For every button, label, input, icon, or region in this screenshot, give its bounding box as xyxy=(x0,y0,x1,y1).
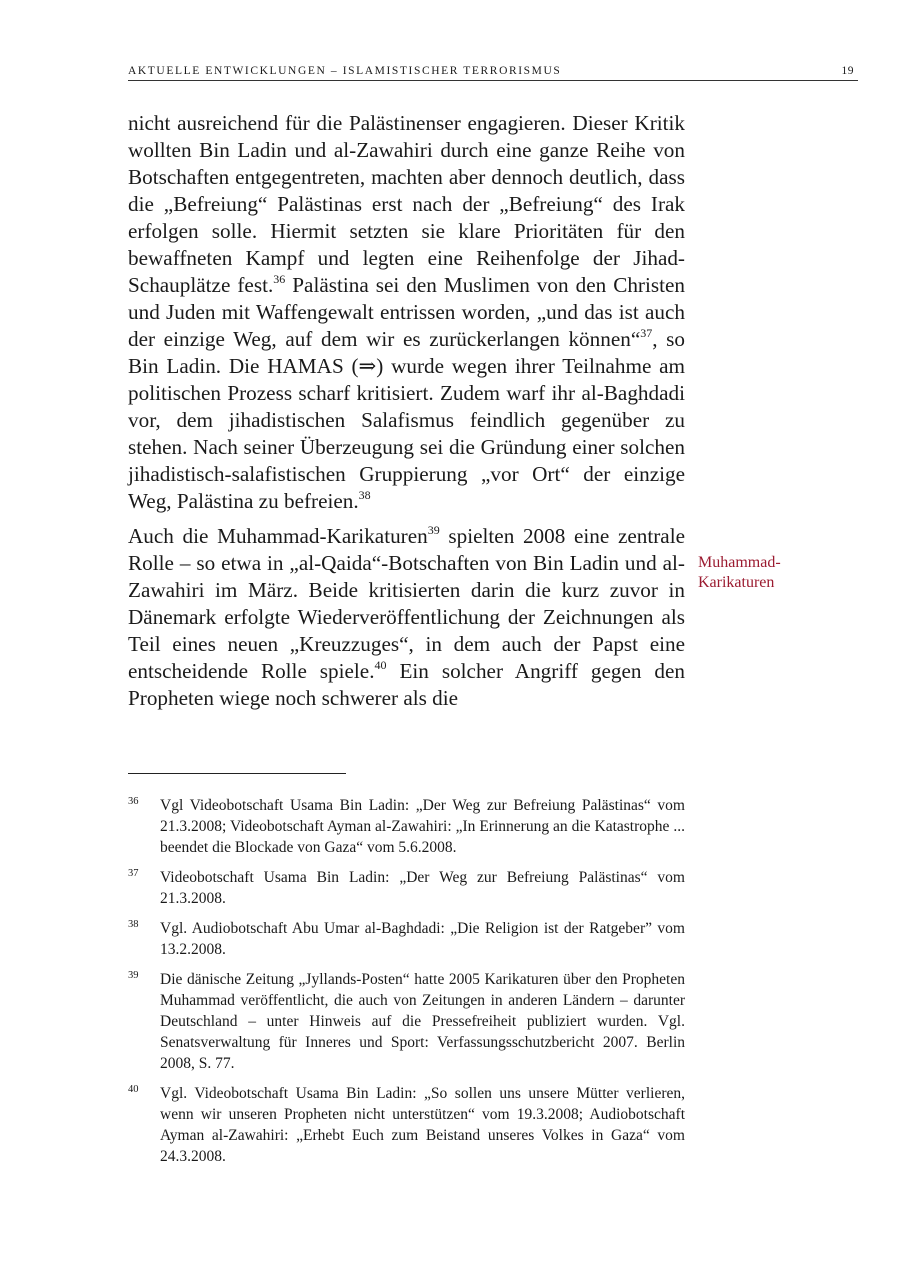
footnote-ref-37[interactable]: 37 xyxy=(640,326,653,340)
margin-note xyxy=(698,553,808,593)
page-number: 19 xyxy=(841,65,854,77)
footnote-number: 37 xyxy=(128,868,139,879)
footnote-ref-36[interactable]: 36 xyxy=(273,272,286,286)
footnote-text: Vgl Videobotschaft Usama Bin Ladin: „Der Weg zur Befreiung Palästinas“ vom 21.3.2008; Videobotschaft Ayman al-Zawahiri: „In Erinnerung an die Katastrophe ... beendet die Blockade von Gaza“ vom 5.6.2008. xyxy=(160,797,685,856)
paragraph-text: spielten 2008 eine zentrale Rolle – so etwa in „al-Qaida“-Botschaften von Bin Ladin und al-Zawahiri im März. Beide kritisierten darin die kurz zuvor in Dänemark erfolgte Wiederveröffentlichung der Zeichnungen als Teil eines neuen „Kreuzzuges“, in dem auch der Papst eine entscheidende Rolle spiele. xyxy=(128,524,685,683)
footnote-number: 36 xyxy=(128,796,139,807)
footnote-number: 38 xyxy=(128,919,139,930)
footnote-text: Vgl. Videobotschaft Usama Bin Ladin: „So sollen uns unsere Mütter verlieren, wenn wir unseren Propheten nicht unterstützen“ vom 19.3.2008; Audiobotschaft Ayman al-Zawahiri: „Erhebt Euch zum Beistand unseres Volkes in Gaza“ vom 24.3.2008. xyxy=(160,1085,685,1165)
body-paragraph-2 xyxy=(128,523,685,712)
footnote-number: 39 xyxy=(128,970,139,981)
running-header xyxy=(128,64,858,81)
footnote-number: 40 xyxy=(128,1084,139,1095)
running-header-title: AKTUELLE ENTWICKLUNGEN – ISLAMISTISCHER TERRORISMUS xyxy=(128,65,562,77)
footnote-ref-39[interactable]: 39 xyxy=(427,523,440,537)
footnote-ref-40[interactable]: 40 xyxy=(374,658,387,672)
footnote xyxy=(128,969,685,1074)
paragraph-text: , so Bin Ladin. Die HAMAS (⇒) wurde wegen ihrer Teilnahme am politischen Prozess scharf kritisiert. Zudem warf ihr al-Baghdadi vor, dem jihadistischen Salafismus feindlich gegenüber zu stehen. Nach seiner Überzeugung sei die Gründung einer solchen jihadistisch-salafistischen Gruppierung „vor Ort“ der einzige Weg, Palästina zu befreien. xyxy=(128,327,685,513)
paragraph-text: Ein solcher Angriff gegen den Propheten wiege noch schwerer als die xyxy=(128,659,685,710)
footnote-ref-38[interactable]: 38 xyxy=(358,488,371,502)
paragraph-text: nicht ausreichend für die Palästinenser engagieren. Dieser Kritik wollten Bin Ladin und al-Zawahiri durch eine ganze Reihe von Botschaften entgegentreten, machten aber dennoch deutlich, dass die „Befreiung“ Palästinas erst nach der „Befreiung“ des Irak erfolgen solle. Hiermit setzten sie klare Prioritäten für den bewaffneten Kampf und legten eine Reihenfolge der Jihad-Schauplätze fest. xyxy=(128,111,685,297)
main-text xyxy=(128,110,685,712)
footnote-separator xyxy=(128,773,346,774)
footnote xyxy=(128,1083,685,1167)
margin-note-line: Muhammad- xyxy=(698,554,781,571)
footnote-text: Die dänische Zeitung „Jyllands-Posten“ hatte 2005 Karikaturen über den Propheten Muhammad veröffentlicht, die auch von Zeitungen in anderen Ländern – darunter Deutschland – unter Hinweis auf die Pressefreiheit publiziert wurden. Vgl. Senatsverwaltung für Inneres und Sport: Verfassungsschutzbericht 2007. Berlin 2008, S. 77. xyxy=(160,971,685,1072)
footnote xyxy=(128,867,685,909)
footnote-text: Vgl. Audiobotschaft Abu Umar al-Baghdadi: „Die Religion ist der Ratgeber” vom 13.2.2008. xyxy=(160,920,685,958)
paragraph-text: Palästina sei den Muslimen von den Christen und Juden mit Waffengewalt entrissen worden, „und das ist auch der einzige Weg, auf dem wir es zurückerlangen können“ xyxy=(128,273,685,351)
footnote xyxy=(128,795,685,858)
body-paragraph-1 xyxy=(128,110,685,515)
footnotes xyxy=(128,795,685,1176)
footnote xyxy=(128,918,685,960)
footnote-text: Videobotschaft Usama Bin Ladin: „Der Weg zur Befreiung Palästinas“ vom 21.3.2008. xyxy=(160,869,685,907)
paragraph-text: Auch die Muhammad-Karikaturen xyxy=(128,524,428,548)
margin-note-line: Karikaturen xyxy=(698,574,775,591)
